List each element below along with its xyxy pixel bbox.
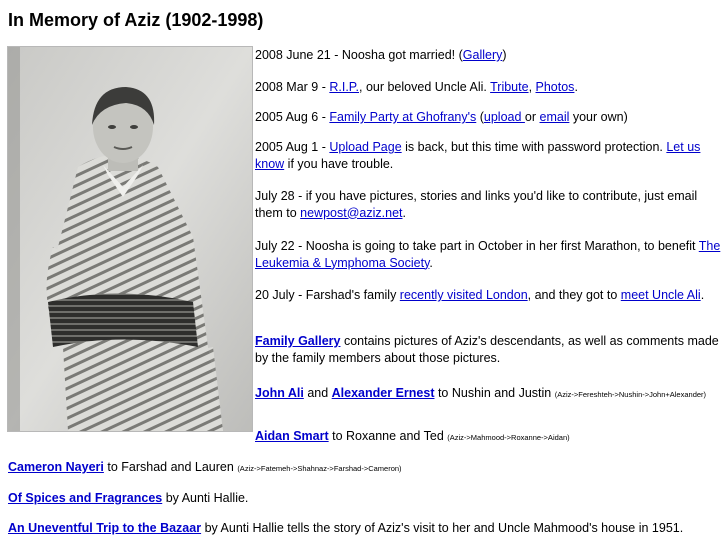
news-item-marathon [255, 238, 723, 271]
news-text: , [528, 80, 536, 94]
photos-link[interactable]: Photos [535, 80, 575, 94]
lineage-text: (Aziz->Mahmood->Roxanne->Aidan) [447, 433, 570, 442]
news-text: July 22 - Noosha is going to take part in October in her first Marathon, to benefit [255, 239, 699, 253]
lineage-text: (Aziz->Fereshteh->Nushin->John+Alexander) [554, 390, 707, 399]
news-item-family-party [255, 109, 723, 126]
news-text: your own) [569, 110, 628, 124]
email-link[interactable]: email [539, 110, 570, 124]
news-text: 2005 Aug 1 - [255, 140, 330, 154]
entry-spices [8, 490, 723, 507]
news-text: July 28 - if you have pictures, stories and links you'd like to contribute, just email them to [255, 189, 698, 220]
page-title: In Memory of Aziz (1902-1998) [8, 10, 264, 30]
entry-john-ali [255, 385, 723, 402]
news-item-rip [255, 79, 723, 96]
gallery-link[interactable]: Gallery [462, 48, 503, 62]
news-item-gallery [255, 47, 723, 64]
news-text: or [524, 110, 540, 124]
family-gallery-link[interactable]: Family Gallery [255, 334, 341, 348]
news-text: 2008 June 21 - Noosha got married! ( [255, 48, 463, 62]
news-item-upload-page [255, 139, 723, 172]
news-text: . [700, 288, 705, 302]
bazaar-link[interactable]: An Uneventful Trip to the Bazaar [8, 521, 202, 535]
news-item-london [255, 287, 723, 304]
leukemia-society-link[interactable]: The Leukemia & Lymphoma Society [255, 239, 721, 270]
lineage-text: (Aziz->Fatemeh->Shahnaz->Farshad->Cameron) [237, 464, 402, 473]
entry-text: by Aunti Hallie tells the story of Aziz's visit to her and Uncle Mahmood's house in 1951. [201, 521, 684, 535]
alexander-ernest-link[interactable]: Alexander Ernest [331, 386, 435, 400]
cameron-nayeri-link[interactable]: Cameron Nayeri [8, 460, 104, 474]
news-text: is back, but this time with password protection. [401, 140, 667, 154]
news-text: . [402, 205, 406, 220]
news-text: if you have trouble. [284, 156, 394, 171]
family-gallery-section [255, 333, 723, 366]
entry-text: and [303, 386, 332, 400]
newpost-email-link[interactable]: newpost@aziz.net [300, 205, 403, 220]
tribute-link[interactable]: Tribute [490, 80, 529, 94]
news-text: 20 July - Farshad's family [255, 288, 400, 302]
news-text: ) [502, 48, 507, 62]
family-party-link[interactable]: Family Party at Ghofrany's [329, 110, 477, 124]
news-text: 2005 Aug 6 - [255, 110, 330, 124]
let-us-know-link[interactable]: Let us know [255, 140, 701, 171]
entry-text: to Nushin and Justin [434, 386, 555, 400]
meet-uncle-ali-link[interactable]: meet Uncle Ali [620, 288, 701, 302]
entry-cameron-nayeri [8, 459, 723, 476]
news-item-contribute [255, 188, 723, 221]
upload-link[interactable]: upload [483, 110, 525, 124]
entry-text: to Roxanne and Ted [328, 429, 448, 443]
john-ali-link[interactable]: John Ali [255, 386, 304, 400]
spices-link[interactable]: Of Spices and Fragrances [8, 491, 163, 505]
entry-text: to Farshad and Lauren [103, 460, 238, 474]
news-text: . [574, 80, 578, 94]
london-visit-link[interactable]: recently visited London [399, 288, 528, 302]
upload-page-link[interactable]: Upload Page [329, 140, 402, 154]
aziz-portrait-photo [7, 46, 253, 432]
news-text: , our beloved Uncle Ali. [359, 80, 491, 94]
news-text: ( [476, 110, 484, 124]
news-text: 2008 Mar 9 - [255, 80, 330, 94]
entry-bazaar [8, 520, 723, 537]
news-text: . [429, 255, 433, 270]
family-gallery-text: contains pictures of Aziz's descendants, as well as comments made by the family members about those pictures. [255, 334, 719, 365]
aidan-smart-link[interactable]: Aidan Smart [255, 429, 329, 443]
rip-link[interactable]: R.I.P. [329, 80, 359, 94]
entry-text: by Aunti Hallie. [162, 491, 249, 505]
entry-aidan-smart [255, 428, 723, 445]
news-text: , and they got to [527, 288, 621, 302]
portrait-photo-icon [8, 47, 252, 431]
